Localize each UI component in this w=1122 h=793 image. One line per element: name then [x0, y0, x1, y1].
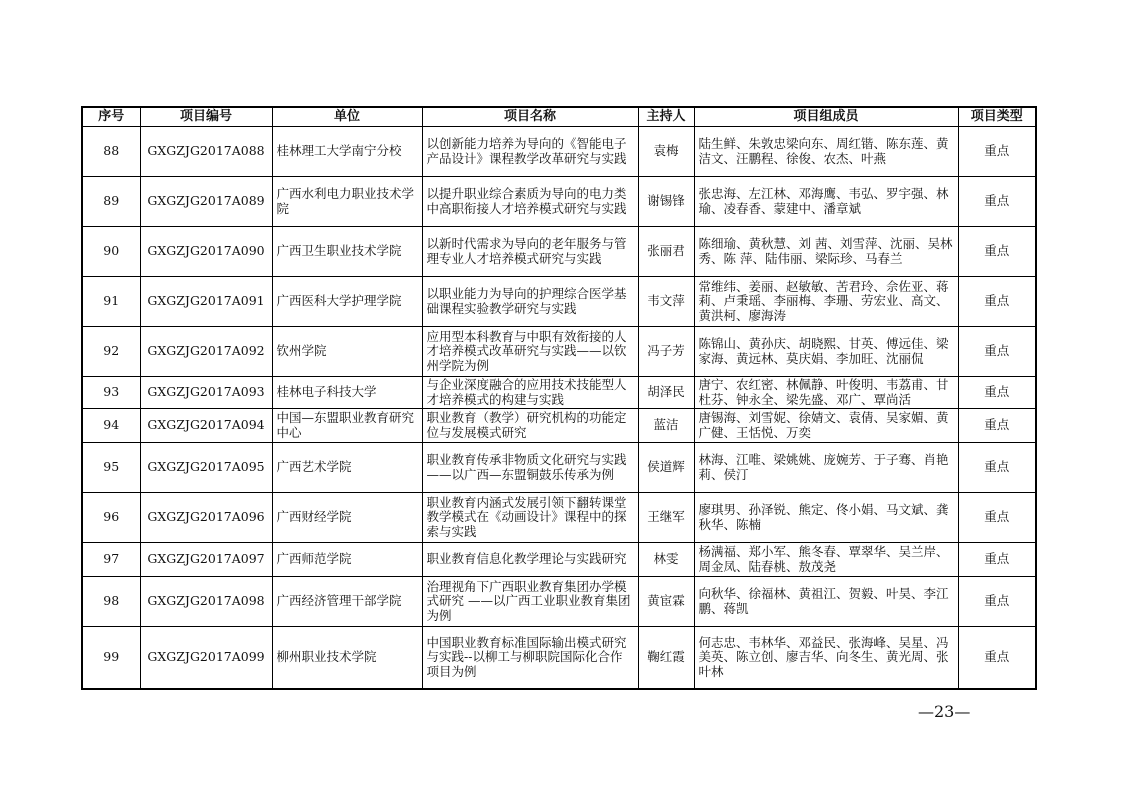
- cell-code: GXGZJG2017A097: [140, 543, 272, 577]
- cell-members: 廖琪男、孙泽锐、熊定、佟小娟、马文斌、龚秋华、陈楠: [694, 493, 958, 543]
- cell-members: 陈细瑜、黄秋慧、刘 茜、刘雪萍、沈丽、吴林秀、陈 萍、陆伟丽、梁际珍、马春兰: [694, 227, 958, 277]
- cell-type: 重点: [958, 493, 1036, 543]
- cell-members: 何志忠、韦林华、邓益民、张海峰、吴星、冯美英、陈立创、廖吉华、向冬生、黄光周、张叶林: [694, 627, 958, 689]
- cell-seq: 90: [82, 227, 140, 277]
- cell-seq: 97: [82, 543, 140, 577]
- header-members: 项目组成员: [694, 107, 958, 127]
- cell-leader: 冯子芳: [638, 327, 694, 377]
- cell-project-name: 职业教育内涵式发展引领下翻转课堂教学模式在《动画设计》课程中的探索与实践: [422, 493, 638, 543]
- table-row: [82, 227, 1036, 277]
- cell-unit: 中国—东盟职业教育研究中心: [272, 409, 422, 443]
- cell-members: 唐宁、农红密、林佩静、叶俊明、韦荔甫、甘杜芬、钟永全、梁先盛、邓广、覃尚活: [694, 377, 958, 409]
- table-row: [82, 627, 1036, 689]
- cell-type: 重点: [958, 409, 1036, 443]
- table-row: [82, 177, 1036, 227]
- cell-type: 重点: [958, 277, 1036, 327]
- cell-project-name: 职业教育（教学）研究机构的功能定位与发展模式研究: [422, 409, 638, 443]
- cell-members: 唐锡海、刘雪妮、徐婧文、袁倩、吴家媚、黄广健、王恬悦、万奕: [694, 409, 958, 443]
- cell-project-name: 与企业深度融合的应用技术技能型人才培养模式的构建与实践: [422, 377, 638, 409]
- cell-unit: 广西艺术学院: [272, 443, 422, 493]
- cell-project-name: 职业教育信息化教学理论与实践研究: [422, 543, 638, 577]
- cell-type: 重点: [958, 227, 1036, 277]
- cell-project-name: 以新时代需求为导向的老年服务与管理专业人才培养模式研究与实践: [422, 227, 638, 277]
- header-name: 项目名称: [422, 107, 638, 127]
- cell-type: 重点: [958, 543, 1036, 577]
- cell-code: GXGZJG2017A089: [140, 177, 272, 227]
- cell-leader: 张丽君: [638, 227, 694, 277]
- cell-seq: 98: [82, 577, 140, 627]
- cell-leader: 侯道辉: [638, 443, 694, 493]
- cell-members: 陈锦山、黄孙庆、胡晓熙、甘英、傅远佳、梁家海、黄远林、莫庆娟、李加旺、沈丽侃: [694, 327, 958, 377]
- cell-seq: 95: [82, 443, 140, 493]
- cell-leader: 袁梅: [638, 127, 694, 177]
- cell-project-name: 以职业能力为导向的护理综合医学基础课程实验教学研究与实践: [422, 277, 638, 327]
- cell-seq: 94: [82, 409, 140, 443]
- cell-seq: 93: [82, 377, 140, 409]
- cell-leader: 王继军: [638, 493, 694, 543]
- header-type: 项目类型: [958, 107, 1036, 127]
- cell-unit: 桂林理工大学南宁分校: [272, 127, 422, 177]
- cell-project-name: 中国职业教育标准国际输出模式研究与实践--以柳工与柳职院国际化合作项目为例: [422, 627, 638, 689]
- cell-members: 杨满福、郑小军、熊冬春、覃翠华、吴兰岸、周金凤、陆春桃、敖茂尧: [694, 543, 958, 577]
- page-number: —23—: [918, 702, 971, 721]
- cell-code: GXGZJG2017A098: [140, 577, 272, 627]
- header-leader: 主持人: [638, 107, 694, 127]
- cell-members: 向秋华、徐福林、黄祖江、贺毅、叶昊、李江鹏、蒋凯: [694, 577, 958, 627]
- cell-project-name: 以提升职业综合素质为导向的电力类中高职衔接人才培养模式研究与实践: [422, 177, 638, 227]
- cell-seq: 89: [82, 177, 140, 227]
- cell-type: 重点: [958, 377, 1036, 409]
- cell-leader: 韦文萍: [638, 277, 694, 327]
- header-unit: 单位: [272, 107, 422, 127]
- cell-code: GXGZJG2017A088: [140, 127, 272, 177]
- cell-project-name: 以创新能力培养为导向的《智能电子产品设计》课程教学改革研究与实践: [422, 127, 638, 177]
- table-row: [82, 443, 1036, 493]
- cell-type: 重点: [958, 127, 1036, 177]
- cell-code: GXGZJG2017A095: [140, 443, 272, 493]
- table-row: [82, 377, 1036, 409]
- cell-type: 重点: [958, 627, 1036, 689]
- cell-code: GXGZJG2017A099: [140, 627, 272, 689]
- table-body: [82, 127, 1036, 689]
- cell-seq: 91: [82, 277, 140, 327]
- cell-unit: 广西医科大学护理学院: [272, 277, 422, 327]
- cell-code: GXGZJG2017A096: [140, 493, 272, 543]
- cell-unit: 广西经济管理干部学院: [272, 577, 422, 627]
- cell-unit: 广西卫生职业技术学院: [272, 227, 422, 277]
- cell-leader: 鞠红霞: [638, 627, 694, 689]
- cell-unit: 广西师范学院: [272, 543, 422, 577]
- table-row: [82, 543, 1036, 577]
- cell-unit: 桂林电子科技大学: [272, 377, 422, 409]
- cell-project-name: 职业教育传承非物质文化研究与实践——以广西—东盟铜鼓乐传承为例: [422, 443, 638, 493]
- cell-members: 张忠海、左江林、邓海鹰、韦弘、罗宇强、林瑜、凌春香、蒙建中、潘章斌: [694, 177, 958, 227]
- table-header-row: [82, 107, 1036, 127]
- cell-type: 重点: [958, 177, 1036, 227]
- table-row: [82, 327, 1036, 377]
- cell-type: 重点: [958, 327, 1036, 377]
- cell-leader: 黄宦霖: [638, 577, 694, 627]
- cell-code: GXGZJG2017A093: [140, 377, 272, 409]
- header-seq: 序号: [82, 107, 140, 127]
- cell-project-name: 应用型本科教育与中职有效衔接的人才培养模式改革研究与实践——以钦州学院为例: [422, 327, 638, 377]
- cell-seq: 92: [82, 327, 140, 377]
- cell-type: 重点: [958, 443, 1036, 493]
- header-code: 项目编号: [140, 107, 272, 127]
- cell-members: 林海、江唯、梁姚姚、庞婉芳、于子骞、肖艳莉、侯汀: [694, 443, 958, 493]
- cell-leader: 蓝洁: [638, 409, 694, 443]
- cell-unit: 广西财经学院: [272, 493, 422, 543]
- cell-seq: 88: [82, 127, 140, 177]
- cell-unit: 钦州学院: [272, 327, 422, 377]
- cell-seq: 96: [82, 493, 140, 543]
- cell-type: 重点: [958, 577, 1036, 627]
- cell-code: GXGZJG2017A092: [140, 327, 272, 377]
- table-row: [82, 409, 1036, 443]
- cell-code: GXGZJG2017A090: [140, 227, 272, 277]
- table-row: [82, 577, 1036, 627]
- cell-code: GXGZJG2017A094: [140, 409, 272, 443]
- cell-members: 常维纬、姜丽、赵敏敏、苦君玲、佘佐亚、蒋莉、卢秉瑶、李丽梅、李珊、劳宏业、高文、黄洪柯、廖海涛: [694, 277, 958, 327]
- cell-leader: 胡泽民: [638, 377, 694, 409]
- cell-members: 陆生鲜、朱敦忠梁向东、周红锴、陈东莲、黄洁文、汪鹏程、徐俊、农杰、叶燕: [694, 127, 958, 177]
- project-table: [81, 106, 1037, 690]
- cell-leader: 谢锡锋: [638, 177, 694, 227]
- table-row: [82, 127, 1036, 177]
- cell-seq: 99: [82, 627, 140, 689]
- cell-code: GXGZJG2017A091: [140, 277, 272, 327]
- cell-unit: 广西水利电力职业技术学院: [272, 177, 422, 227]
- cell-leader: 林雯: [638, 543, 694, 577]
- cell-project-name: 治理视角下广西职业教育集团办学模式研究 ——以广西工业职业教育集团为例: [422, 577, 638, 627]
- table-row: [82, 277, 1036, 327]
- cell-unit: 柳州职业技术学院: [272, 627, 422, 689]
- table-row: [82, 493, 1036, 543]
